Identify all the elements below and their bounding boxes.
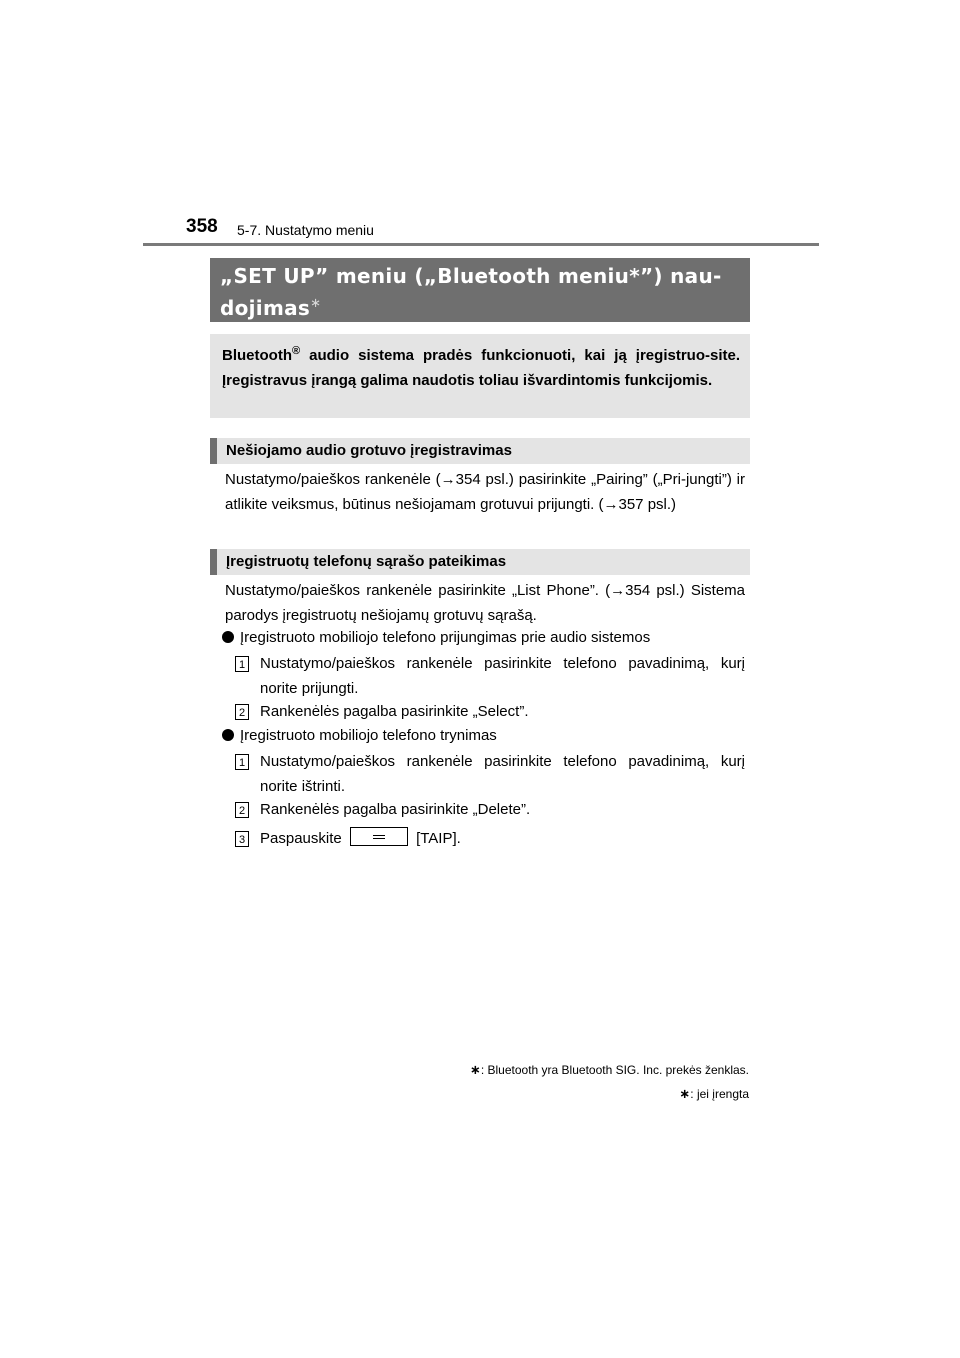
bullet-dot [222, 729, 234, 741]
subheading-register-player: Nešiojamo audio grotuvo įregistravimas [210, 438, 750, 464]
step-number: 3 [235, 831, 249, 847]
step-number: 2 [235, 802, 249, 818]
footnote-trademark [470, 1062, 749, 1078]
page-title [210, 258, 750, 322]
bullet-connect-phone [222, 625, 650, 650]
button-icon [350, 827, 408, 846]
bullet-delete-phone [222, 723, 497, 748]
intro-brand: Bluetooth [222, 347, 292, 364]
page-number: 358 [186, 216, 218, 237]
step-number: 1 [235, 656, 249, 672]
step-text: Rankenėlės pagalba pasirinkite „Select”. [260, 703, 529, 720]
step-text [260, 826, 745, 851]
header-rule [143, 243, 819, 246]
footnote-if-equipped [679, 1086, 749, 1102]
step-text: Nustatymo/paieškos rankenėle pasirinkite telefono pavadinimą, kurį norite ištrinti. [260, 753, 745, 795]
bullet-text: Įregistruoto mobiliojo telefono trynimas [240, 727, 497, 744]
footnote-text: : jei įrengta [690, 1087, 749, 1101]
footnote-text: : Bluetooth yra Bluetooth SIG. Inc. prekės ženklas. [480, 1063, 749, 1077]
step-number: 1 [235, 754, 249, 770]
title-line-2: dojimas [220, 296, 311, 320]
intro-box [210, 334, 750, 418]
bullet-text: Įregistruoto mobiliojo telefono prijungimas prie audio sistemos [240, 629, 651, 646]
step-number: 2 [235, 704, 249, 720]
title-line-1: „SET UP” meniu („Bluetooth meniu*”) nau- [220, 264, 722, 288]
step-text: Rankenėlės pagalba pasirinkite „Delete”. [260, 801, 531, 818]
step-text: Nustatymo/paieškos rankenėle pasirinkite telefono pavadinimą, kurį norite prijungti. [260, 655, 745, 697]
step-text-before: Paspauskite [260, 830, 342, 847]
bullet-dot [222, 631, 234, 643]
section-title: 5-7. Nustatymo meniu [237, 222, 374, 238]
footnote-mark: ∗ [679, 1086, 691, 1101]
step-text-after: [TAIP]. [416, 830, 461, 847]
paragraph-register-player: Nustatymo/paieškos rankenėle (→354 psl.) pasirinkite „Pairing” („Pri-jungti”) ir atlikite veiksmus, būtinus nešiojamam grotuvui prijungti. (→357 psl.) [225, 471, 745, 513]
title-footnote-mark: ∗ [310, 296, 322, 311]
intro-text: audio sistema pradės funkcionuoti, kai ją įregistruo-site. Įregistravus įrangą galima naudotis toliau išvardintomis funkcijomis. [222, 347, 740, 389]
registered-mark: ® [291, 345, 301, 357]
footnote-mark: ∗ [469, 1062, 481, 1077]
paragraph-phone-list: Nustatymo/paieškos rankenėle pasirinkite „List Phone”. (→354 psl.) Sistema parodys įregistruotų nešiojamų grotuvų sąrašą. [225, 582, 745, 624]
subheading-phone-list: Įregistruotų telefonų sąrašo pateikimas [210, 549, 750, 575]
